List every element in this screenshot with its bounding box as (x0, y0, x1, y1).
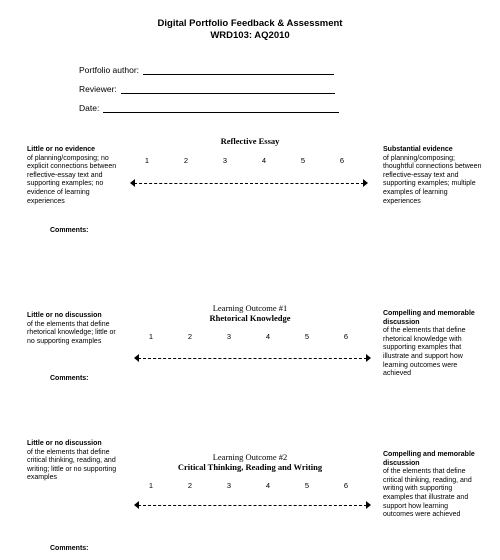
rating-5[interactable]: 5 (304, 332, 310, 341)
rating-3[interactable]: 3 (226, 332, 232, 341)
section-title (150, 303, 350, 323)
left-descriptor-body: of planning/composing; no explicit connections between reflective-essay text and supporting examples; no evidence of learning experiences (27, 154, 117, 205)
rating-6[interactable]: 6 (339, 156, 345, 165)
reviewer-line[interactable] (121, 84, 335, 94)
arrow-right-icon (366, 354, 371, 362)
rating-2[interactable]: 2 (183, 156, 189, 165)
left-descriptor-lead: Little or no evidence (27, 146, 96, 153)
right-descriptor-lead: Compelling and memorable discussion (383, 451, 475, 467)
section-title-line2: Rhetorical Knowledge (209, 313, 291, 323)
right-descriptor-body: of planning/composing; thoughtful connections between reflective-essay text and supporting examples; multiple examples of learning experiences (383, 154, 482, 205)
comments-label: Comments: (50, 545, 89, 552)
rating-1[interactable]: 1 (144, 156, 150, 165)
rating-3[interactable]: 3 (226, 481, 232, 490)
scale-dashed-line (134, 183, 364, 184)
rating-4[interactable]: 4 (265, 481, 271, 490)
scale-dashed-line (138, 358, 367, 359)
rating-5[interactable]: 5 (304, 481, 310, 490)
reviewer-label: Reviewer: (79, 84, 117, 94)
comments-label: Comments: (50, 227, 89, 234)
section-title-line1: Learning Outcome #1 (212, 303, 288, 313)
left-descriptor (27, 146, 119, 206)
section-title (150, 136, 350, 146)
scale-arrow (130, 179, 368, 187)
rating-6[interactable]: 6 (343, 481, 349, 490)
right-descriptor (383, 146, 483, 206)
right-descriptor-body: of the elements that define critical thinking, reading, and writing with supporting examples that illustrate and support how learning outcomes were achieved (383, 468, 472, 519)
date-field-row (79, 103, 339, 113)
rating-2[interactable]: 2 (187, 481, 193, 490)
rating-5[interactable]: 5 (300, 156, 306, 165)
document-title: Digital Portfolio Feedback & Assessment (157, 18, 343, 29)
scale-dashed-line (138, 505, 367, 506)
right-descriptor-lead: Compelling and memorable discussion (383, 310, 475, 326)
course-code: WRD103: AQ2010 (210, 30, 290, 41)
author-field-row (79, 65, 334, 75)
left-descriptor-lead: Little or no discussion (27, 440, 102, 447)
rating-4[interactable]: 4 (265, 332, 271, 341)
section-title-line1: Learning Outcome #2 (212, 452, 288, 462)
right-descriptor (383, 451, 478, 520)
rating-1[interactable]: 1 (148, 481, 154, 490)
left-descriptor-body: of the elements that define rhetorical knowledge; little or no supporting examples (27, 320, 116, 345)
right-descriptor-lead: Substantial evidence (383, 146, 453, 153)
author-label: Portfolio author: (79, 65, 140, 75)
rating-1[interactable]: 1 (148, 332, 154, 341)
scale-arrow (134, 354, 371, 362)
left-descriptor-body: of the elements that define critical thinking, reading, and writing; little or no supporting examples (27, 448, 117, 482)
left-descriptor (27, 312, 119, 346)
right-descriptor (383, 310, 478, 379)
scale-arrow (134, 501, 371, 509)
arrow-right-icon (363, 179, 368, 187)
section-title-line2: Critical Thinking, Reading and Writing (177, 462, 323, 472)
section-title (150, 452, 350, 472)
date-line[interactable] (103, 103, 339, 113)
reviewer-field-row (79, 84, 335, 94)
rating-6[interactable]: 6 (343, 332, 349, 341)
right-descriptor-body: of the elements that define rhetorical knowledge with supporting examples that illustrate and support how learning outcomes were achieved (383, 327, 466, 378)
date-label: Date: (79, 103, 100, 113)
rating-3[interactable]: 3 (222, 156, 228, 165)
author-line[interactable] (143, 65, 334, 75)
left-descriptor (27, 440, 119, 483)
arrow-right-icon (366, 501, 371, 509)
section-title-line1: Reflective Essay (220, 136, 280, 146)
left-descriptor-lead: Little or no discussion (27, 312, 102, 319)
rating-4[interactable]: 4 (261, 156, 267, 165)
comments-label: Comments: (50, 375, 89, 382)
rating-2[interactable]: 2 (187, 332, 193, 341)
